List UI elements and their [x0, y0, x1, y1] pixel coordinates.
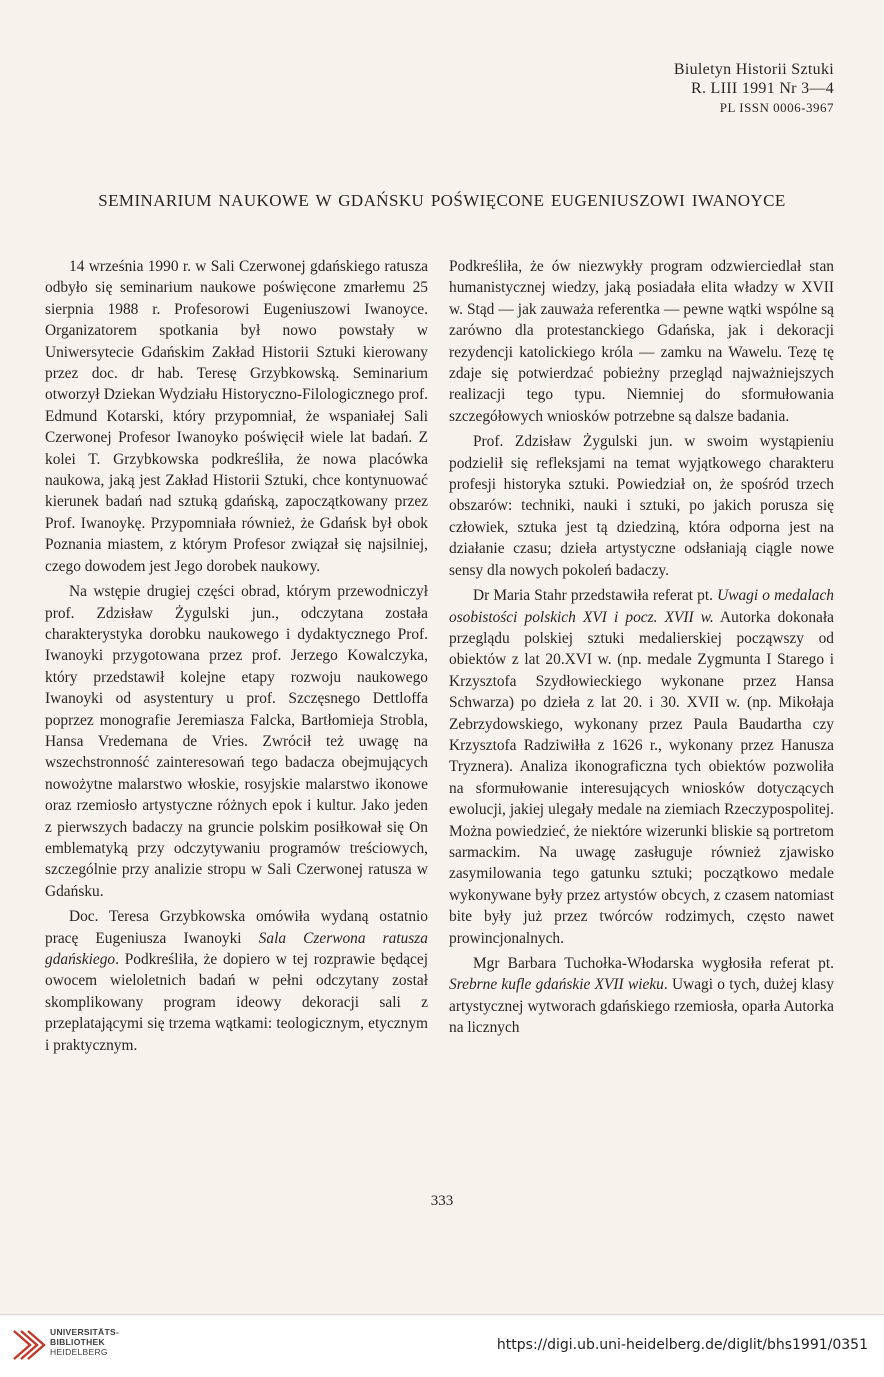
- paragraph-text: Autorka dokonała przeglądu polskiej sztuki medalierskiej począwszy od obiektów z lat 20.XVI w. (np. medale Zygmunta I Starego i Krzysztofa Szydłowieckiego wykonane przez Hansa Schwarza) po dzieła z lat 20. i 30. XVII w. (np. Mikołaja Zebrzydowskiego, wykonany przez Paula Baudartha czy Krzysztofa Radziwiłła z 1626 r., wykonany przez Hanusza Tryznera). Analiza ikonograficzna tych obiektów pozwoliła na sformułowanie interesujących wniosków dotyczących ewolucji, jakiej ulegały medale na ziemiach Rzeczypospolitej. Można powiedzieć, że niektóre wizerunki bliskie są portretom sarmackim. Na uwagę zasługuje również zjawisko zasymilowania tego gatunku sztuki; początkowo medale wykonywane były przez artystów obcych, z czasem natomiast bite były już przez twórców rodzimych, często nawet prowincjonalnych.: [449, 608, 834, 947]
- paragraph: Prof. Zdzisław Żygulski jun. w swoim wystąpieniu podzielił się refleksjami na temat wyjątkowego charakteru profesji historyka sztuki. Powiedział on, że spośród trzech obszarów: techniki, nauki i sztuki, po jakich porusza się człowiek, sztuka jest tą dziedziną, która odporna jest na działanie czasu; dzieła artystyczne odsłaniają ciągle nowe sensy dla nowych pokoleń badaczy.: [449, 433, 834, 579]
- paragraph: [449, 585, 834, 949]
- cited-work-title: Uwagi o medalach osobistości polskich XVI i pocz. XVII w.: [449, 587, 834, 626]
- paragraph: Na wstępie drugiej części obrad, którym przewodniczył prof. Zdzisław Żygulski jun., odczytana została charakterystyka dorobku naukowego i dydaktycznego Prof. Iwanoyki przygotowana przez prof. Jerzego Kowalczyka, który przedstawił kolejne etapy rozwoju naukowego Iwanoyki od asystentury u prof. Szczęsnego Dettloffa poprzez monografie Jeremiasza Falcka, Bartłomieja Strobla, Hansa Vredemana de Vries. Zwrócił też uwagę na wszechstronność zainteresowań tego badacza obejmujących nowożytne malarstwo włoskie, rosyjskie malarstwo ikonowe oraz rzemiosło artystyczne różnych epok i kultur. Jako jeden z pierwszych badaczy na gruncie polskim posiłkował się On emblematyką przy odczytywaniu programów treściowych, szczególnie przy analizie stropu w Sali Czerwonej ratusza w Gdańsku.: [45, 583, 428, 900]
- library-emblem-icon: [10, 1323, 46, 1367]
- viewer-footer: [0, 1314, 884, 1377]
- journal-volume: R. LIII 1991 Nr 3—4: [690, 80, 834, 97]
- paragraph: [45, 906, 428, 1056]
- journal-masthead: [674, 60, 834, 117]
- paragraph: [449, 953, 834, 1039]
- paragraph: Podkreśliła, że ów niezwykły program odzwierciedlał stan humanistycznej wiedzy, jaką posiadała elita władzy w XVII w. Stąd — jak zauważa referentka — pewne wątki wspólne są zarówno dla protestanckiego Gdańska, jak i dekoracji rezydencji katolickiego króla — zamku na Wawelu. Tezę tę zdaje się potwierdzać pobieżny przegląd najważniejszych realizacji tego typu. Niemniej do sformułowania szczegółowych wniosków potrzebne są dalsze badania.: [449, 258, 834, 425]
- library-logo[interactable]: [10, 1323, 120, 1367]
- paragraph-text: Mgr Barbara Tuchołka-Włodarska wygłosiła referat pt.: [473, 955, 834, 972]
- right-text-column: [449, 256, 834, 1039]
- article-title: SEMINARIUM NAUKOWE W GDAŃSKU POŚWIĘCONE EUGENIUSZOWI IWANOYCE: [98, 191, 786, 210]
- page-number: 333: [430, 1193, 454, 1209]
- paragraph-text: Dr Maria Stahr przedstawiła referat pt.: [473, 587, 718, 605]
- journal-issn: PL ISSN 0006-3967: [719, 100, 834, 115]
- cited-work-title: Srebrne kufle gdańskie XVII wieku: [449, 976, 664, 994]
- paragraph-text: . Uwagi o tych, dużej klasy artystycznej wytworach gdańskiego rzemiosła, oparła Autorka na licznych: [449, 976, 834, 1037]
- permalink-url[interactable]: https://digi.ub.uni-heidelberg.de/diglit/bhs1991/0351: [496, 1337, 868, 1353]
- paragraph-text: . Podkreśliła, że dopiero w tej rozprawie będącej owocem wieloletnich badań w pełni odczytany został skomplikowany program ideowy dekoracji sali z przeplatającymi się trzema wątkami: teologicznym, etycznym i praktycznym.: [45, 951, 428, 1054]
- journal-name: Biuletyn Historii Sztuki: [673, 61, 834, 78]
- cited-work-title: Sala Czerwona ratusza gdańskiego: [45, 929, 428, 968]
- library-name-line: HEIDELBERG: [50, 1347, 108, 1357]
- library-name-line: BIBLIOTHEK: [50, 1337, 105, 1347]
- library-name: [50, 1327, 119, 1357]
- library-name-line: UNIVERSITÄTS-: [50, 1327, 120, 1337]
- paragraph-text: Doc. Teresa Grzybkowska omówiła wydaną ostatnio pracę Eugeniusza Iwanoyki: [45, 908, 428, 947]
- paragraph: 14 września 1990 r. w Sali Czerwonej gdańskiego ratusza odbyło się seminarium naukowe poświęcone zmarłemu 25 sierpnia 1988 r. Profesorowi Eugeniuszowi Iwanoyce. Organizatorem spotkania był nowo powstały w Uniwersytecie Gdańskim Zakład Historii Sztuki kierowany przez doc. dr hab. Teresę Grzybkowską. Seminarium otworzył Dziekan Wydziału Historyczno-Filologicznego prof. Edmund Kotarski, który przypomniał, że wspaniałej Sali Czerwonej Profesor Iwanoyko poświęcił wiele lat badań. Z kolei T. Grzybkowska podkreśliła, że nowa placówka naukowa, jaką jest Zakład Historii Sztuki, chce kontynuować kierunek badań nad sztuką gdańską, zapoczątkowany przez Prof. Iwanoykę. Przypomniała również, że Gdańsk był obok Poznania miastem, z którym Profesor związał się najsilniej, czego dowodem jest Jego dorobek naukowy.: [45, 258, 428, 575]
- left-text-column: [45, 256, 428, 1056]
